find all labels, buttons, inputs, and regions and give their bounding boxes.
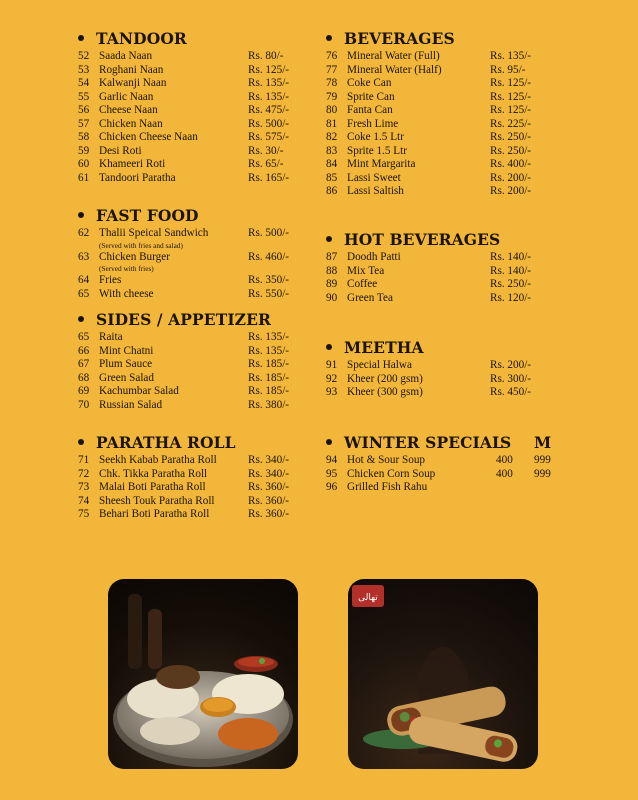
- bullet-icon: [78, 316, 84, 322]
- item-number: 86: [326, 185, 338, 197]
- item-number: 96: [326, 481, 338, 493]
- item-price: Rs. 200/-: [490, 359, 532, 371]
- item-name: Seekh Kabab Paratha Roll: [99, 454, 217, 466]
- item-price: Rs. 65/-: [248, 158, 284, 170]
- menu-item: [78, 77, 308, 91]
- menu-item: [326, 251, 566, 265]
- item-price: Rs. 400/-: [490, 158, 532, 170]
- item-list: [78, 227, 308, 301]
- bullet-icon: [326, 35, 332, 41]
- item-name: Russian Salad: [99, 398, 163, 411]
- item-number: 61: [78, 171, 90, 184]
- item-price: Rs. 185/-: [248, 385, 290, 397]
- item-name: Mint Chatni: [99, 344, 154, 357]
- menu-item: [326, 64, 566, 78]
- menu-item: [326, 373, 566, 387]
- item-name: Special Halwa: [347, 359, 412, 371]
- menu-item: [326, 278, 566, 292]
- platter-illustration: [108, 579, 298, 769]
- item-price: Rs. 340/-: [248, 467, 290, 480]
- section-header: [78, 205, 308, 225]
- bullet-icon: [78, 212, 84, 218]
- item-number: 77: [326, 63, 338, 76]
- menu-item: [78, 131, 308, 145]
- item-number: 65: [78, 287, 90, 300]
- item-name: Mix Tea: [347, 264, 385, 277]
- menu-item: [78, 495, 308, 509]
- menu-item: [78, 454, 308, 468]
- menu-item: [326, 292, 566, 306]
- item-name: Cheese Naan: [99, 104, 158, 116]
- item-name: Plum Sauce: [99, 358, 153, 370]
- item-name: Sprite 1.5 Ltr: [347, 144, 407, 157]
- menu-item: [326, 50, 566, 64]
- item-name: Mineral Water (Half): [347, 63, 442, 76]
- item-number: 62: [78, 227, 90, 239]
- item-price: Rs. 165/-: [248, 171, 290, 184]
- item-price: Rs. 500/-: [248, 117, 290, 130]
- menu-item: [78, 358, 308, 372]
- item-price: Rs. 460/-: [248, 250, 290, 263]
- food-photo-platter: [108, 579, 298, 769]
- item-list: [78, 331, 308, 412]
- item-number: 87: [326, 251, 338, 263]
- menu-item: [78, 172, 308, 186]
- item-number: 71: [78, 454, 90, 466]
- item-name: Chicken Burger: [99, 250, 170, 263]
- item-number: 63: [78, 250, 90, 263]
- item-list: [78, 50, 308, 185]
- menu-item: [326, 172, 566, 186]
- bullet-icon: [326, 236, 332, 242]
- item-number: 79: [326, 90, 338, 103]
- item-name: Kheer (200 gsm): [347, 372, 423, 385]
- item-note: (Served with fries and salad): [99, 240, 183, 250]
- section-hot-beverages: [326, 229, 566, 305]
- menu-item: [326, 386, 566, 400]
- section-header: [326, 432, 566, 452]
- bullet-icon: [326, 344, 332, 350]
- menu-item: [78, 91, 308, 105]
- item-price: Rs. 250/-: [490, 131, 532, 143]
- section-header: [78, 28, 308, 48]
- item-price: Rs. 185/-: [248, 371, 290, 384]
- section-title: WINTER SPECIAL: [344, 432, 504, 452]
- item-price: Rs. 475/-: [248, 104, 290, 116]
- item-list: [326, 454, 566, 495]
- item-price: Rs. 185/-: [248, 358, 290, 370]
- section-title: MEETHA: [344, 337, 424, 357]
- item-price: Rs. 200/-: [490, 171, 532, 184]
- item-name: Kachumbar Salad: [99, 385, 179, 397]
- menu-item: [78, 104, 308, 118]
- item-price: Rs. 125/-: [248, 63, 290, 76]
- item-name: Roghani Naan: [99, 63, 164, 76]
- food-photo-paratha-roll: [348, 579, 538, 769]
- item-number: 92: [326, 372, 338, 385]
- item-price: Rs. 120/-: [490, 291, 532, 304]
- section-title: TANDOOR: [96, 28, 187, 48]
- item-number: 89: [326, 278, 338, 290]
- item-name: Chicken Corn Soup: [347, 467, 436, 480]
- item-list: [78, 454, 308, 522]
- menu-item: [326, 185, 566, 199]
- item-name: Coffee: [347, 278, 378, 290]
- menu-item: [78, 399, 308, 413]
- section-header: [78, 309, 308, 329]
- item-price: Rs. 200/-: [490, 185, 532, 197]
- section-paratha-roll: [78, 432, 308, 522]
- item-price: Rs. 125/-: [490, 104, 532, 116]
- item-name: Tandoori Paratha: [99, 171, 176, 184]
- item-price: Rs. 225/-: [490, 117, 532, 130]
- menu-item: [326, 158, 566, 172]
- section-title: FAST FOOD: [96, 205, 199, 225]
- item-name: Kalwanji Naan: [99, 77, 167, 89]
- item-number: 60: [78, 158, 90, 170]
- menu-item: [78, 372, 308, 386]
- item-price-small: 400: [496, 454, 513, 466]
- item-price: Rs. 135/-: [490, 50, 532, 62]
- item-price: Rs. 300/-: [490, 372, 532, 385]
- section-title: BEVERAGES: [344, 28, 455, 48]
- section-header: [326, 28, 566, 48]
- item-name: Chicken Cheese Naan: [99, 131, 198, 143]
- logo-text: تھالی: [358, 593, 378, 603]
- section-tandoor: [78, 28, 308, 185]
- menu-item: [78, 64, 308, 78]
- roll-illustration: [348, 579, 538, 769]
- item-price: Rs. 360/-: [248, 481, 290, 493]
- menu-item: [326, 359, 566, 373]
- item-price: Rs. 135/-: [248, 90, 290, 103]
- item-name: Green Salad: [99, 371, 154, 384]
- section-header: [78, 432, 308, 452]
- item-price: Rs. 30/-: [248, 144, 284, 157]
- item-name: Mineral Water (Full): [347, 50, 440, 62]
- menu-item: [326, 131, 566, 145]
- bullet-icon: [326, 439, 332, 445]
- item-price: Rs. 380/-: [248, 398, 290, 411]
- item-name: Raita: [99, 331, 123, 343]
- menu-item: [326, 104, 566, 118]
- menu-item: [326, 118, 566, 132]
- menu-item: [78, 331, 308, 345]
- menu-item: [326, 468, 566, 482]
- item-price: Rs. 140/-: [490, 264, 532, 277]
- item-price: Rs. 135/-: [248, 344, 290, 357]
- item-name: Garlic Naan: [99, 90, 154, 103]
- item-number: 95: [326, 467, 338, 480]
- item-price: Rs. 95/-: [490, 63, 526, 76]
- item-price: Rs. 250/-: [490, 144, 532, 157]
- item-name: Fanta Can: [347, 104, 393, 116]
- item-price: Rs. 140/-: [490, 251, 532, 263]
- menu-item: [78, 345, 308, 359]
- item-name: Green Tea: [347, 291, 393, 304]
- item-name: Thalii Speical Sandwich: [99, 227, 209, 239]
- item-list: [326, 251, 566, 305]
- section-fast-food: [78, 205, 308, 301]
- item-name: With cheese: [99, 287, 154, 300]
- menu-item: [326, 454, 566, 468]
- menu-item: [78, 145, 308, 159]
- item-price-medium: 999: [534, 467, 551, 480]
- item-list: [326, 50, 566, 199]
- section-title: SIDES / APPETIZER: [96, 309, 271, 329]
- item-name: Coke 1.5 Ltr: [347, 131, 404, 143]
- menu-item: [326, 77, 566, 91]
- item-name: Mint Margarita: [347, 158, 416, 170]
- item-number: 68: [78, 371, 90, 384]
- section-winter-special: [326, 432, 566, 495]
- item-name: Kheer (300 gsm): [347, 386, 423, 398]
- section-meetha: [326, 337, 566, 400]
- menu-item: [326, 91, 566, 105]
- size-medium-header: M: [534, 432, 552, 452]
- item-number: 84: [326, 158, 338, 170]
- item-number: 73: [78, 481, 90, 493]
- item-name: Chicken Naan: [99, 117, 163, 130]
- item-number: 52: [78, 50, 90, 62]
- section-sides-appetizer: [78, 309, 308, 412]
- item-number: 72: [78, 467, 90, 480]
- item-price: Rs. 575/-: [248, 131, 290, 143]
- item-price-small: 400: [496, 467, 513, 480]
- item-price: Rs. 500/-: [248, 227, 290, 239]
- bullet-icon: [78, 439, 84, 445]
- item-number: 75: [78, 508, 90, 520]
- item-number: 91: [326, 359, 338, 371]
- item-number: 70: [78, 398, 90, 411]
- item-number: 65: [78, 331, 90, 343]
- item-number: 82: [326, 131, 338, 143]
- item-number: 85: [326, 171, 338, 184]
- item-number: 88: [326, 264, 338, 277]
- item-number: 69: [78, 385, 90, 397]
- menu-item: [78, 385, 308, 399]
- menu-item: [78, 251, 308, 265]
- item-number: 64: [78, 274, 90, 286]
- item-price-medium: 999: [534, 454, 551, 466]
- item-name: Doodh Patti: [347, 251, 401, 263]
- bullet-icon: [78, 35, 84, 41]
- item-number: 74: [78, 494, 90, 507]
- item-price: Rs. 135/-: [248, 331, 290, 343]
- section-beverages: [326, 28, 566, 199]
- item-price: Rs. 360/-: [248, 508, 290, 520]
- item-price: Rs. 80/-: [248, 50, 284, 62]
- item-name: Grilled Fish Rahu: [347, 481, 428, 493]
- item-price: Rs. 340/-: [248, 454, 290, 466]
- item-number: 78: [326, 77, 338, 89]
- item-number: 57: [78, 117, 90, 130]
- item-number: 81: [326, 117, 338, 130]
- item-name: Lassi Sweet: [347, 171, 401, 184]
- section-title: PARATHA ROLL: [96, 432, 236, 452]
- item-price: Rs. 450/-: [490, 386, 532, 398]
- menu-item: [326, 481, 566, 495]
- item-number: 76: [326, 50, 338, 62]
- item-name: Behari Boti Paratha Roll: [99, 508, 210, 520]
- menu-item: [78, 227, 308, 241]
- item-price: Rs. 125/-: [490, 77, 532, 89]
- item-name: Sprite Can: [347, 90, 395, 103]
- section-title: HOT BEVERAGES: [344, 229, 501, 249]
- menu-item: [78, 50, 308, 64]
- item-number: 59: [78, 144, 90, 157]
- item-name: Khameeri Roti: [99, 158, 166, 170]
- item-price: Rs. 360/-: [248, 494, 290, 507]
- item-price: Rs. 250/-: [490, 278, 532, 290]
- item-name: Saada Naan: [99, 50, 153, 62]
- item-number: 67: [78, 358, 90, 370]
- menu-item: [326, 265, 566, 279]
- item-price: Rs. 125/-: [490, 90, 532, 103]
- item-list: [326, 359, 566, 400]
- menu-item: [78, 158, 308, 172]
- item-price: Rs. 135/-: [248, 77, 290, 89]
- item-number: 90: [326, 291, 338, 304]
- item-number: 55: [78, 90, 90, 103]
- menu-item: [78, 468, 308, 482]
- section-header: [326, 337, 566, 357]
- menu-item: [78, 118, 308, 132]
- section-header: [326, 229, 566, 249]
- item-name: Malai Boti Paratha Roll: [99, 481, 206, 493]
- item-name: Fresh Lime: [347, 117, 399, 130]
- item-number: 66: [78, 344, 90, 357]
- menu-item: [78, 508, 308, 522]
- item-name: Fries: [99, 274, 122, 286]
- item-number: 54: [78, 77, 90, 89]
- item-number: 94: [326, 454, 338, 466]
- menu-item: [78, 288, 308, 302]
- menu-item: [326, 145, 566, 159]
- item-name: Lassi Saltish: [347, 185, 404, 197]
- item-number: 80: [326, 104, 338, 116]
- item-number: 83: [326, 144, 338, 157]
- menu-item: [78, 481, 308, 495]
- size-small-header: S: [500, 432, 512, 452]
- item-name: Hot & Sour Soup: [347, 454, 426, 466]
- item-number: 58: [78, 131, 90, 143]
- item-name: Coke Can: [347, 77, 392, 89]
- menu-item: [78, 274, 308, 288]
- item-name: Desi Roti: [99, 144, 142, 157]
- item-price: Rs. 350/-: [248, 274, 290, 286]
- item-number: 93: [326, 386, 338, 398]
- item-name: Chk. Tikka Paratha Roll: [99, 467, 208, 480]
- item-note: (Served with fries): [99, 264, 154, 273]
- item-number: 56: [78, 104, 90, 116]
- item-name: Sheesh Touk Paratha Roll: [99, 494, 215, 507]
- item-number: 53: [78, 63, 90, 76]
- item-price: Rs. 550/-: [248, 287, 290, 300]
